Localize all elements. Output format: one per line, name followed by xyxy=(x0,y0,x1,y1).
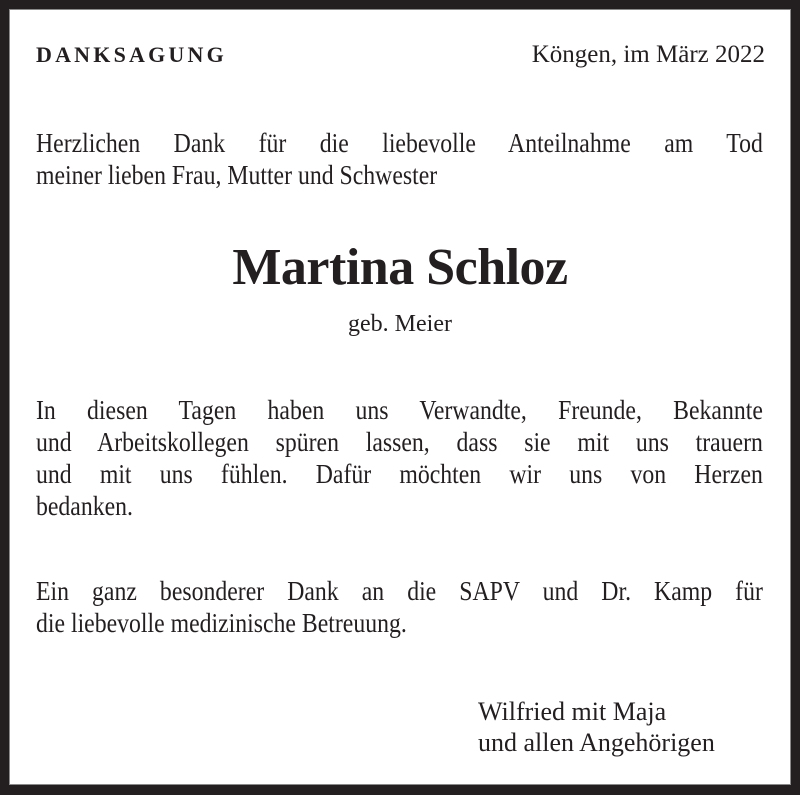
paragraph-line: die liebevolle medizinische Betreuung. xyxy=(36,608,407,638)
intro-line: meiner lieben Frau, Mutter und Schwester xyxy=(36,160,438,190)
signoff-line: und allen Angehörigen xyxy=(478,728,715,757)
paragraph-line: und Arbeitskollegen spüren lassen, dass sie mit uns trauern xyxy=(36,427,763,457)
special-thanks-paragraph xyxy=(36,575,763,639)
place-date: Köngen, im März 2022 xyxy=(531,41,765,68)
paragraph-line: bedanken. xyxy=(36,491,133,521)
signoff xyxy=(478,696,715,758)
thanks-paragraph xyxy=(36,394,763,522)
paragraph-line: Ein ganz besonderer Dank an die SAPV und Dr. Kamp für xyxy=(36,576,763,606)
maiden-name: geb. Meier xyxy=(348,311,452,337)
paragraph-line: In diesen Tagen haben uns Verwandte, Freunde, Bekannte xyxy=(36,395,763,425)
intro-text xyxy=(36,127,763,191)
signoff-line: Wilfried mit Maja xyxy=(478,697,667,726)
paragraph-line: und mit uns fühlen. Dafür möchten wir uns von Herzen xyxy=(36,459,763,489)
notice-title: DANKSAGUNG xyxy=(36,42,227,67)
intro-line: Herzlichen Dank für die liebevolle Anteilnahme am Tod xyxy=(36,128,763,158)
deceased-name: Martina Schloz xyxy=(232,239,568,296)
